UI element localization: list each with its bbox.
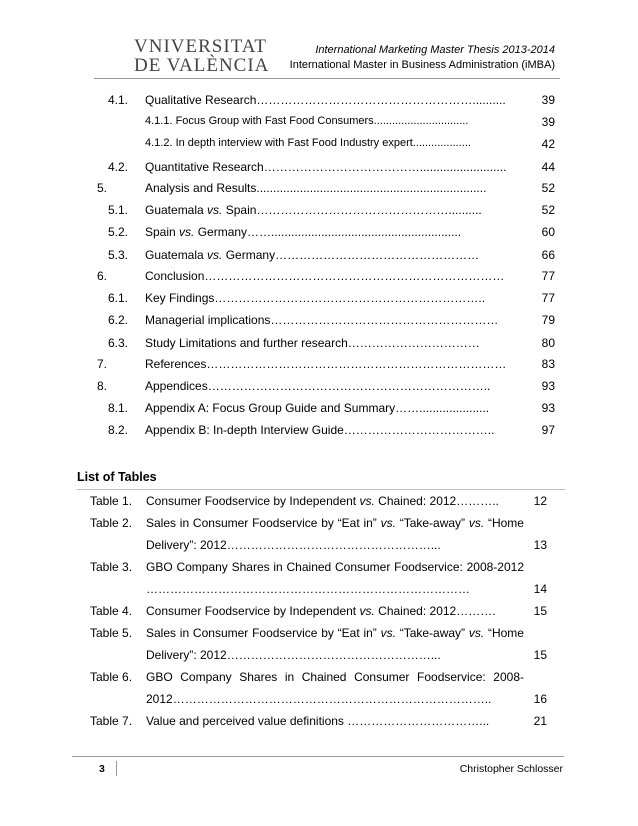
toc-title: Guatemala vs. Spain………………………………………….......... [145,203,482,217]
logo-line1: VNIVERSITAT [134,36,267,57]
toc-entry[interactable] [0,181,638,201]
footer-divider [72,756,564,757]
toc-title: Quantitative Research………………………………….......................... [145,160,507,174]
toc-page: 39 [541,115,555,129]
toc-number: 5. [97,181,108,195]
table-label: Table 2. [90,516,133,530]
toc-page: 97 [541,423,555,437]
table-page: 15 [533,604,547,618]
table-label: Table 3. [90,560,133,574]
toc-title: Appendix A: Focus Group Guide and Summary……..................... [145,401,490,415]
program-name: International Master in Business Administration (iMBA) [289,59,555,71]
table-label: Table 7. [90,714,133,728]
toc-entry[interactable] [0,93,638,113]
toc-title: Key Findings………………………………………………………….. [145,291,486,305]
toc-page: 42 [541,137,555,151]
author-name: Christopher Schlosser [459,763,563,775]
toc-entry[interactable] [0,269,638,289]
page-header [0,0,638,80]
table-entry[interactable] [0,600,638,622]
toc-title: Spain vs. Germany……......................................................... [145,225,462,239]
toc-title: Study Limitations and further research…………………………… [145,336,480,350]
toc-number: 6. [97,269,108,283]
table-label: Table 4. [90,604,133,618]
table-label: Table 6. [90,670,133,684]
toc-entry[interactable] [0,313,638,333]
table-title: Consumer Foodservice by Independent vs. Chained: 2012………. [146,604,496,618]
toc-number: 7. [97,357,108,371]
table-label: Table 1. [90,494,133,508]
toc-number: 4.2. [108,160,129,174]
toc-title: Analysis and Results..................................................................... [145,181,487,195]
toc-number: 6.1. [108,291,129,305]
logo-line2: DE VALÈNCIA [134,55,270,76]
table-page: 14 [533,582,547,596]
table-title: Sales in Consumer Foodservice by “Eat in” vs. “Take-away” vs. “Home Delivery”: 2012……………………………………………... [146,516,524,552]
table-title: Sales in Consumer Foodservice by “Eat in” vs. “Take-away” vs. “Home Delivery”: 2012……………………………………………... [146,626,524,662]
table-entry[interactable] [0,512,638,556]
table-entry[interactable] [0,490,638,512]
toc-title: 4.1.2. In depth interview with Fast Food Industry expert................... [145,137,471,149]
toc-title: References………………………………………………………………… [145,357,507,371]
toc-title: Qualitative Research……………………………………………….......... [145,93,506,107]
toc-entry[interactable] [0,225,638,245]
toc-page: 93 [541,379,555,393]
toc-entry[interactable] [0,357,638,377]
toc-entry[interactable] [0,336,638,356]
table-entry[interactable] [0,622,638,666]
toc-entry[interactable] [0,137,638,157]
toc-entry[interactable] [0,379,638,399]
toc-page: 52 [541,181,555,195]
table-entry[interactable] [0,666,638,710]
toc-number: 5.1. [108,203,129,217]
table-page: 21 [533,714,547,728]
table-page: 12 [533,494,547,508]
toc-number: 6.2. [108,313,129,327]
toc-title: Appendix B: In-depth Interview Guide……………………………….. [145,423,495,437]
table-entry[interactable] [0,556,638,600]
toc-page: 66 [541,248,555,262]
toc-number: 8.1. [108,401,129,415]
toc-page: 77 [541,269,555,283]
header-text [290,43,555,73]
toc-page: 39 [541,93,555,107]
header-divider [94,78,560,79]
table-label: Table 5. [90,626,133,640]
toc-page: 93 [541,401,555,415]
table-title: Value and perceived value definitions ……………………………... [146,714,490,728]
toc-number: 5.3. [108,248,129,262]
table-entry[interactable] [0,710,638,732]
toc-title: 4.1.1. Focus Group with Fast Food Consumers............................... [145,115,469,127]
table-title: Consumer Foodservice by Independent vs. Chained: 2012……….. [146,494,499,508]
toc-title: Conclusion………………………………………………………………… [145,269,505,283]
footer-separator [116,761,117,776]
toc-page: 52 [541,203,555,217]
table-page: 13 [533,538,547,552]
toc-page: 60 [541,225,555,239]
toc-entry[interactable] [0,115,638,135]
table-page: 15 [533,648,547,662]
toc-title: Managerial implications………………………………………………… [145,313,499,327]
toc-entry[interactable] [0,401,638,421]
university-logo [134,36,284,76]
toc-number: 8. [97,379,108,393]
toc-number: 6.3. [108,336,129,350]
thesis-title: International Marketing Master Thesis 2013-2014 [315,44,555,56]
toc-entry[interactable] [0,160,638,180]
toc-number: 5.2. [108,225,129,239]
toc-page: 44 [541,160,555,174]
toc-entry[interactable] [0,203,638,223]
toc-title: Guatemala vs. Germany…………………………………………… [145,248,480,262]
toc-entry[interactable] [0,291,638,311]
table-title: GBO Company Shares in Chained Consumer Foodservice: 2008-2012 ……………………………………………………………………… [146,560,524,596]
toc-number: 4.1. [108,93,129,107]
toc-page: 80 [541,336,555,350]
toc-page: 83 [541,357,555,371]
page-footer [0,756,638,786]
toc-number: 8.2. [108,423,129,437]
toc-entry[interactable] [0,423,638,443]
page-number: 3 [99,763,105,775]
toc-page: 77 [541,291,555,305]
table-title: GBO Company Shares in Chained Consumer Foodservice: 2008-2012…………………………………………………………………….. [146,670,524,706]
toc-entry[interactable] [0,248,638,268]
list-of-tables-heading: List of Tables [77,470,157,484]
toc-page: 79 [541,313,555,327]
toc-title: Appendices…………………………………………………………….. [145,379,491,393]
table-page: 16 [533,692,547,706]
